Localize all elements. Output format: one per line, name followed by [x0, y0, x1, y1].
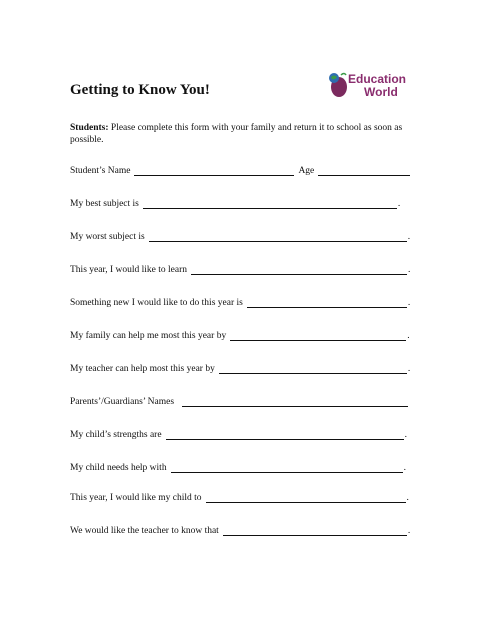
student-name-input-line[interactable]: [134, 165, 294, 176]
worst-subject-input-line[interactable]: [149, 231, 407, 242]
instructions: [70, 122, 415, 146]
field-end-punctuation: .: [403, 463, 406, 473]
age-label: Age: [298, 166, 315, 176]
field-label: My teacher can help most this year by: [70, 364, 215, 374]
field-end-punctuation: .: [407, 298, 411, 308]
teacher-know-input-line[interactable]: [223, 525, 407, 536]
page-title: Getting to Know You!: [70, 82, 210, 98]
instructions-lead: Students:: [70, 123, 109, 133]
form-field-student-name: [70, 162, 410, 176]
field-end-punctuation: .: [408, 265, 411, 275]
field-label: Student’s Name: [70, 166, 131, 176]
field-end-punctuation: .: [407, 364, 411, 374]
field-end-punctuation: .: [407, 526, 411, 536]
logo-text-line2: World: [364, 85, 398, 99]
field-label: We would like the teacher to know that: [70, 526, 219, 536]
field-label: My child’s strengths are: [70, 430, 162, 440]
instructions-text: Please complete this form with your family and return it to school as soon as possible.: [70, 123, 403, 145]
form-field-strengths: [70, 426, 407, 440]
age-input-line[interactable]: [318, 165, 410, 176]
field-label: This year, I would like to learn: [70, 265, 188, 275]
field-label: My best subject is: [70, 199, 139, 209]
something-new-input-line[interactable]: [247, 297, 407, 308]
field-label: My worst subject is: [70, 232, 145, 242]
form-field-teacher-know: [70, 522, 410, 536]
form-field-learn: [70, 261, 410, 275]
form-field-guardian-names: [70, 393, 408, 407]
logo-text-line1: Education: [348, 72, 407, 86]
field-end-punctuation: .: [404, 430, 407, 440]
learn-input-line[interactable]: [191, 264, 407, 275]
form-field-something-new: [70, 294, 410, 308]
field-label: My family can help me most this year by: [70, 331, 227, 341]
teacher-help-input-line[interactable]: [219, 363, 407, 374]
field-label: Something new I would like to do this year is: [70, 298, 243, 308]
strengths-input-line[interactable]: [166, 429, 404, 440]
form-field-best-subject: [70, 195, 400, 209]
field-label: This year, I would like my child to: [70, 493, 202, 503]
field-end-punctuation: .: [407, 232, 411, 242]
guardian-names-input-line[interactable]: [182, 396, 408, 407]
needs-help-input-line[interactable]: [171, 462, 403, 473]
child-goal-input-line[interactable]: [206, 492, 406, 503]
best-subject-input-line[interactable]: [143, 198, 397, 209]
field-end-punctuation: .: [397, 199, 401, 209]
field-label: Parents’/Guardians’ Names: [70, 397, 175, 407]
education-world-logo: [328, 68, 428, 100]
form-field-needs-help: [70, 459, 406, 473]
family-help-input-line[interactable]: [230, 330, 406, 341]
field-end-punctuation: .: [407, 331, 410, 341]
field-label: My child needs help with: [70, 463, 167, 473]
globe-apple-icon: [328, 72, 350, 98]
form-field-teacher-help: [70, 360, 410, 374]
field-end-punctuation: .: [406, 493, 409, 503]
form-field-child-goal: [70, 489, 409, 503]
form-field-family-help: [70, 327, 410, 341]
form-field-worst-subject: [70, 228, 410, 242]
